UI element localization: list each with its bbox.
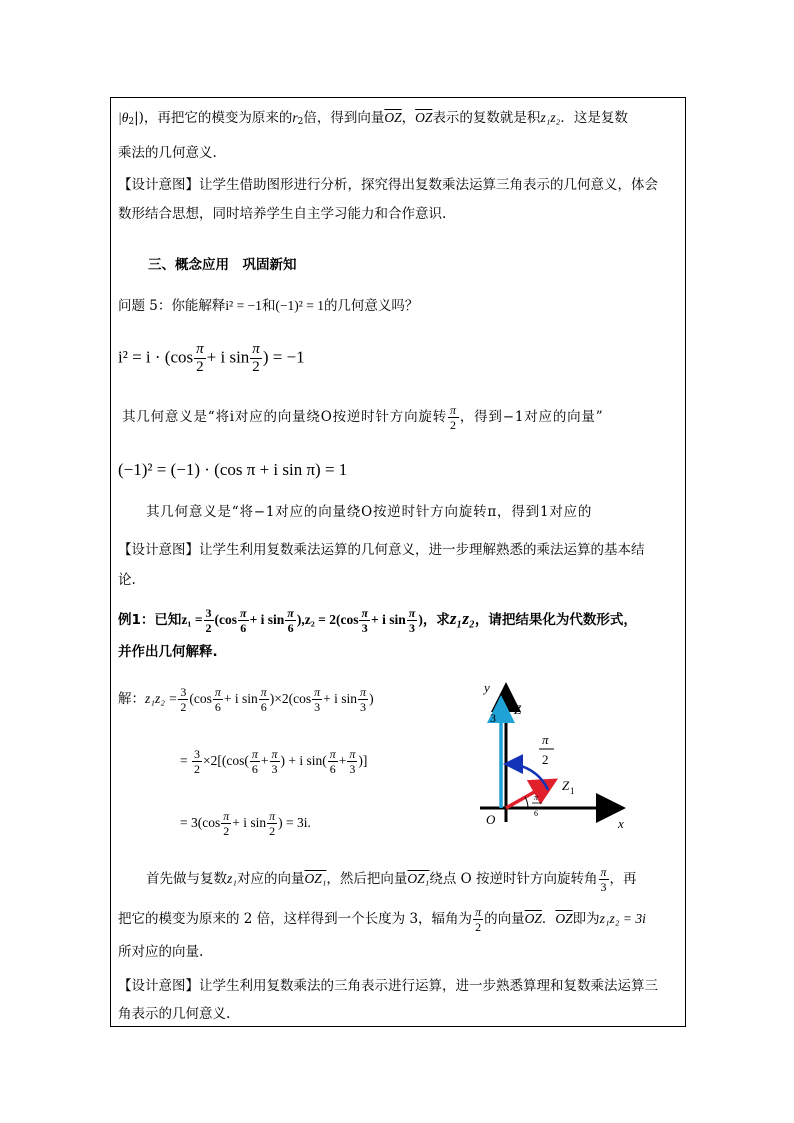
question-5: [118, 296, 418, 316]
paragraph-explanation-line-2: [118, 905, 646, 933]
eq-part: ) = −1: [262, 347, 305, 367]
fraction-pi-over-6: [250, 748, 260, 775]
solution-line-3: [180, 808, 311, 838]
text-segment: |)，再把它的模变为原来的: [134, 110, 293, 126]
text-segment: ．这是复数: [560, 110, 628, 126]
eq-part: ) = 3i.: [278, 815, 311, 830]
text-segment: 问题 5：你能解释: [118, 298, 226, 314]
fraction-pi-over-6: [328, 748, 338, 775]
section-title: 三、概念应用 巩固新知: [148, 257, 297, 273]
product-z1z2: z₁z₂: [449, 609, 475, 628]
denominator: 6: [240, 620, 247, 635]
equation-2: (−1)² = (−1) · (cos π + i sin π) = 1: [118, 460, 348, 479]
eq-part: + i sin: [371, 612, 406, 627]
design-intent-3-line-1: 【设计意图】让学生利用复数乘法的三角表示进行运算，进一步熟悉算理和复数乘法运算三: [118, 978, 658, 994]
fraction-pi-over-3: [312, 686, 322, 713]
denominator: 2: [223, 824, 230, 839]
denominator: 2: [252, 359, 260, 375]
vector-oz1: OZ₁: [304, 871, 327, 886]
text-segment: ，得到−1对应的向量”: [459, 409, 604, 425]
fraction-pi-over-3: [599, 866, 609, 893]
design-intent-3-line-2: 角表示的几何意义.: [118, 1006, 231, 1022]
numerator: 3: [194, 747, 200, 762]
example-1-line-2: 并作出几何解释.: [118, 644, 218, 660]
numerator: π: [260, 685, 267, 700]
fraction-pi-over-2: [448, 404, 459, 431]
text-segment: 的几何意义吗？: [323, 298, 419, 314]
product-result: z₁z₂ = 3i: [599, 911, 646, 926]
numerator: π: [360, 685, 367, 700]
paragraph-line-2: 乘法的几何意义.: [118, 145, 217, 161]
r-sub: 2: [297, 117, 304, 127]
eq-part: + i sin: [223, 691, 258, 706]
x-label: x: [618, 816, 624, 831]
paragraph-geometric-meaning: [118, 108, 628, 132]
numerator: π: [314, 685, 321, 700]
meaning-1: [122, 404, 603, 431]
text-segment: 对应的向量: [236, 871, 305, 887]
eq-part: ): [369, 691, 374, 706]
text-segment: ，求: [422, 612, 450, 628]
text-segment: 把它的模变为原来的 2 倍，这样得到一个长度为 3，辐角为: [118, 911, 473, 927]
angle-pi2-num: π: [542, 732, 549, 747]
paragraph-explanation-line-3: 所对应的向量.: [118, 944, 204, 960]
expr-i-squared: i² = −1: [225, 298, 262, 313]
denominator: 3: [349, 762, 356, 777]
angle-arc: [525, 797, 528, 808]
eq-part: + i sin: [232, 815, 267, 830]
z1-symbol: z₁: [227, 871, 237, 886]
z1-sub: 1: [570, 786, 575, 796]
eq-part: i² = i · (cos: [118, 347, 194, 367]
numerator: π: [600, 865, 607, 879]
numerator: π: [475, 905, 482, 919]
numerator: π: [251, 747, 258, 762]
numerator: π: [269, 809, 276, 824]
text-segment: 和: [261, 298, 276, 314]
text-segment: 的向量: [484, 911, 525, 927]
z1-label: Z: [562, 778, 570, 793]
text-segment: 表示的复数就是积: [432, 110, 541, 126]
eq-part: + i sin: [206, 347, 250, 367]
origin-label: O: [486, 812, 496, 827]
solution-line-1: 解：z₁z₂ = $\frac{3}{2}$ (cos $\frac{\pi}{6}$ + i sin $\frac{\pi}{6}$ )×2(cos $\frac{\pi}{3}$ + i sin $\frac{\pi}{3}$ ): [118, 685, 374, 715]
eq-part: z₁z₂ =: [145, 691, 178, 706]
text-segment: ，: [401, 110, 416, 126]
length-3-label: 3: [490, 711, 496, 725]
r-symbol: r: [292, 110, 298, 125]
denominator: 6: [260, 700, 267, 715]
expr-neg1-squared: (−1)² = 1: [275, 298, 324, 313]
fraction-pi-over-2: [473, 906, 483, 933]
numerator: π: [240, 605, 247, 620]
text-segment: ，再: [609, 871, 637, 887]
text-segment: ．: [541, 911, 556, 927]
design-intent-1-line-1: 【设计意图】让学生借助图形进行分析，探究得出复数乘法运算三角表示的几何意义，体会: [118, 177, 658, 193]
eq-part: z₂ = 2(cos: [304, 612, 359, 627]
design-intent-2-line-1: 【设计意图】让学生利用复数乘法运算的几何意义，进一步理解熟悉的乘法运算的基本结: [118, 542, 645, 558]
fraction-pi-over-2: [267, 810, 277, 837]
vector-oz1: OZ₁: [407, 871, 430, 886]
fraction-pi-over-2: [250, 342, 262, 375]
denominator: 6: [214, 700, 221, 715]
fraction-pi-over-3: [270, 748, 280, 775]
numerator: π: [252, 341, 260, 357]
vector-oz: $\overline{OZ}$: [384, 110, 402, 125]
denominator: 6: [287, 620, 294, 635]
text-segment: 即为: [572, 911, 600, 927]
theta-sub: 2: [128, 117, 135, 127]
fraction-pi-over-3: [347, 748, 357, 775]
denominator: 2: [194, 762, 200, 777]
complex-plane-figure: [470, 672, 640, 842]
denominator: 2: [205, 620, 212, 635]
product-z1z2: z₁z₂: [540, 110, 561, 125]
numerator: 3: [205, 605, 212, 620]
denominator: 2: [475, 920, 482, 934]
denominator: 3: [409, 620, 416, 635]
text-segment: 倍，得到向量: [303, 110, 385, 126]
fraction-3-over-2: [178, 686, 188, 713]
numerator: π: [223, 809, 230, 824]
fraction-pi-over-6: [285, 607, 296, 634]
denominator: 3: [600, 880, 607, 894]
fraction-pi-over-2: [221, 810, 231, 837]
denominator: 2: [450, 418, 457, 432]
text-segment: 首先做与复数: [146, 871, 227, 887]
text-segment: 绕点 O 按逆时针方向旋转角: [429, 871, 598, 887]
eq-part: + i sin: [323, 691, 358, 706]
denominator: 6: [251, 762, 258, 777]
equation-1: [118, 342, 305, 375]
eq-part: ),: [296, 612, 305, 627]
numerator: π: [214, 685, 221, 700]
numerator: 3: [180, 685, 187, 700]
eq-part: (cos: [189, 691, 212, 706]
denominator: 2: [269, 824, 276, 839]
y-label: y: [484, 680, 490, 695]
numerator: π: [450, 403, 457, 417]
text-segment: 其几何意义是“将i对应的向量绕O按逆时针方向旋转: [122, 409, 447, 425]
fraction-3-over-2: [192, 748, 202, 775]
denominator: 3: [314, 700, 321, 715]
solution-line-2: = $\frac{3}{2}$ ×2[(cos( $\frac{\pi}{6}$ + $\frac{\pi}{3}$ ) + i sin( $\frac{\pi}{6}$ + $\frac{\pi}{3}$ )]: [180, 747, 368, 777]
text-segment: ，然后把向量: [326, 871, 408, 887]
vector-oz: $\overline{OZ}$: [555, 911, 573, 926]
numerator: π: [408, 605, 416, 620]
fraction-pi-over-6: [213, 686, 223, 713]
fraction-pi-over-6: [259, 686, 269, 713]
angle-pi2-den: 2: [542, 752, 549, 767]
example-1: [118, 604, 637, 635]
denominator: 3: [361, 620, 368, 635]
eq-part: z₁ =: [181, 612, 203, 627]
eq-part: + i sin: [249, 612, 285, 627]
z-label: Z: [514, 702, 522, 717]
angle-pi6-den: 6: [534, 809, 538, 818]
angle-pi6-num: π: [534, 793, 539, 802]
meaning-2: 其几何意义是“将−1对应的向量绕O按逆时针方向旋转π，得到1对应的: [146, 504, 593, 520]
fraction-pi-over-6: [238, 607, 249, 634]
fraction-pi-over-3: [359, 607, 370, 634]
denominator: 2: [196, 359, 204, 375]
denominator: 3: [360, 700, 367, 715]
denominator: 2: [180, 700, 187, 715]
numerator: π: [329, 747, 336, 762]
numerator: π: [196, 341, 204, 357]
paragraph-explanation: [146, 866, 637, 893]
fraction-3-over-2: [204, 607, 214, 634]
vector-oz: $\overline{OZ}$: [415, 110, 433, 125]
numerator: π: [349, 747, 356, 762]
design-intent-1-line-2: 数形结合思想，同时培养学生自主学习能力和合作意识.: [118, 206, 447, 222]
numerator: π: [287, 605, 294, 620]
eq-part: = 3(cos: [180, 815, 221, 830]
eq-part: =: [180, 753, 188, 768]
eq-part: ): [418, 612, 423, 627]
solution-label: 解：: [118, 691, 145, 707]
eq-part: (cos: [214, 612, 238, 627]
numerator: π: [361, 605, 369, 620]
text-segment: ，请把结果化为代数形式，: [474, 612, 637, 628]
denominator: 6: [329, 762, 336, 777]
numerator: π: [271, 747, 278, 762]
design-intent-2-line-2: 论.: [118, 572, 136, 588]
theta-abs: |θ: [118, 110, 129, 125]
fraction-pi-over-3: [358, 686, 368, 713]
vector-oz: $\overline{OZ}$: [524, 911, 542, 926]
fraction-pi-over-2: [194, 342, 206, 375]
example-label: 例1：已知: [118, 612, 182, 628]
fraction-pi-over-3: [407, 607, 418, 634]
denominator: 3: [271, 762, 278, 777]
